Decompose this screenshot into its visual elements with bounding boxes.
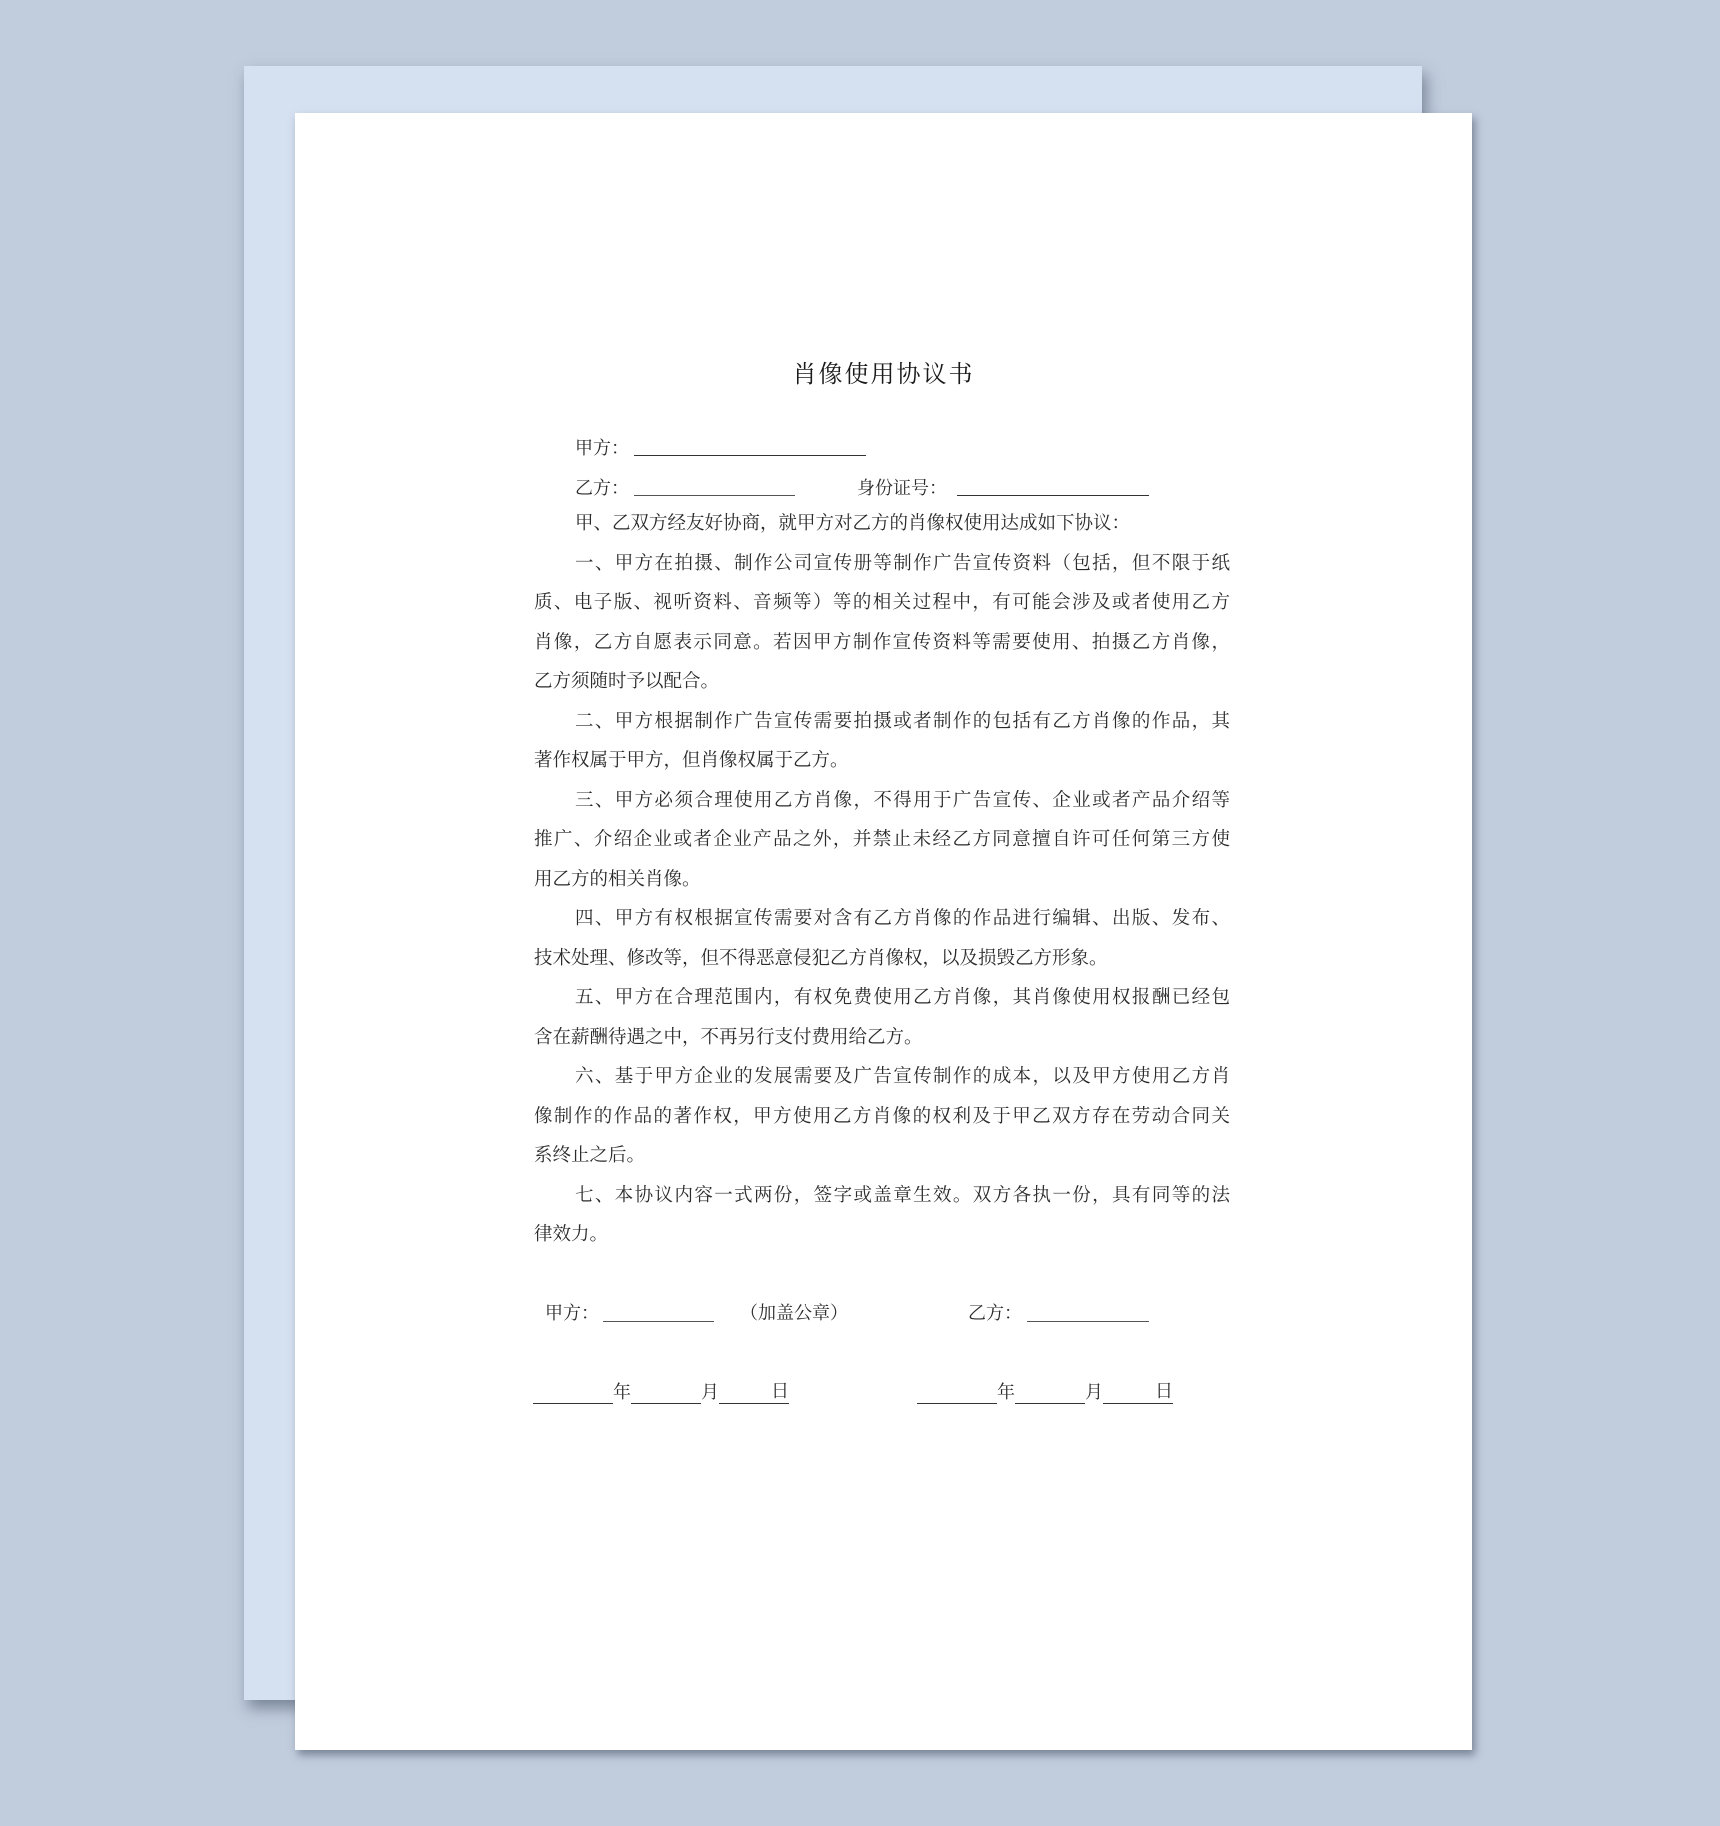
- clause-3: [534, 781, 1230, 900]
- signature-party-a-label: 甲方：: [545, 1303, 599, 1324]
- day-label: 日: [1155, 1377, 1173, 1404]
- party-a-date: [533, 1377, 789, 1404]
- id-number-field[interactable]: [957, 495, 1149, 496]
- clause-6: [534, 1057, 1230, 1176]
- party-b-year-field[interactable]: [917, 1381, 997, 1404]
- clause-5: [534, 978, 1230, 1057]
- clause-line: 著作权属于甲方，但肖像权属于乙方。: [534, 750, 849, 771]
- id-number-label: 身份证号：: [857, 478, 947, 499]
- agreement-body: [534, 504, 1230, 1255]
- seal-note: （加盖公章）: [740, 1303, 848, 1324]
- clause-line: 二、甲方根据制作广告宣传需要拍摄或者制作的包括有乙方肖像的作品，其: [575, 710, 1230, 732]
- party-b-date: [917, 1377, 1173, 1404]
- clause-line: 含在薪酬待遇之中，不再另行支付费用给乙方。: [534, 1026, 923, 1048]
- clause-4: [534, 899, 1230, 978]
- signature-party-a-field[interactable]: [603, 1321, 714, 1322]
- clause-1: [534, 544, 1230, 702]
- clause-line: 七、本协议内容一式两份，签字或盖章生效。双方各执一份，具有同等的法: [575, 1184, 1230, 1206]
- party-a-label: 甲方：: [575, 438, 629, 459]
- signature-party-b-label: 乙方：: [968, 1303, 1022, 1324]
- clause-line: 律效力。: [534, 1224, 609, 1245]
- party-b-day-field[interactable]: [1103, 1381, 1155, 1404]
- clause-line: 一、甲方在拍摄、制作公司宣传册等制作广告宣传资料（包括，但不限于纸: [575, 552, 1230, 574]
- party-a-month-field[interactable]: [631, 1381, 701, 1404]
- party-b-month-field[interactable]: [1015, 1381, 1085, 1404]
- day-label: 日: [771, 1377, 789, 1404]
- document-page: [295, 113, 1472, 1750]
- clause-line: 用乙方的相关肖像。: [534, 868, 701, 890]
- clause-line: 六、基于甲方企业的发展需要及广告宣传制作的成本，以及甲方使用乙方肖: [575, 1066, 1230, 1087]
- clause-line: 三、甲方必须合理使用乙方肖像，不得用于广告宣传、企业或者产品介绍等: [575, 789, 1230, 811]
- signature-party-b-field[interactable]: [1027, 1321, 1149, 1322]
- month-label: 月: [1085, 1382, 1103, 1403]
- clause-line: 系终止之后。: [534, 1145, 646, 1166]
- clause-line: 五、甲方在合理范围内，有权免费使用乙方肖像，其肖像使用权报酬已经包: [575, 987, 1230, 1008]
- party-a-day-field[interactable]: [719, 1381, 771, 1404]
- year-label: 年: [997, 1382, 1015, 1403]
- party-a-name-field[interactable]: [634, 455, 866, 456]
- party-a-year-field[interactable]: [533, 1381, 613, 1404]
- clause-line: 像制作的作品的著作权，甲方使用乙方肖像的权利及于甲乙双方存在劳动合同关: [534, 1105, 1230, 1127]
- clause-line: 乙方须随时予以配合。: [534, 671, 720, 692]
- intro-paragraph: 甲、乙双方经友好协商，就甲方对乙方的肖像权使用达成如下协议：: [575, 513, 1131, 534]
- year-label: 年: [613, 1382, 631, 1403]
- party-b-label: 乙方：: [575, 478, 629, 499]
- clause-2: [534, 702, 1230, 781]
- clause-line: 质、电子版、视听资料、音频等）等的相关过程中，有可能会涉及或者使用乙方: [534, 592, 1230, 613]
- clause-line: 技术处理、修改等，但不得恶意侵犯乙方肖像权，以及损毁乙方形象。: [534, 947, 1108, 969]
- clause-line: 肖像，乙方自愿表示同意。若因甲方制作宣传资料等需要使用、拍摄乙方肖像，: [534, 631, 1230, 653]
- party-b-name-field[interactable]: [634, 495, 795, 496]
- month-label: 月: [701, 1382, 719, 1403]
- clause-7: [534, 1176, 1230, 1255]
- clause-line: 推广、介绍企业或者企业产品之外，并禁止未经乙方同意擅自许可任何第三方使: [534, 829, 1230, 850]
- document-title: 肖像使用协议书: [792, 360, 975, 388]
- clause-line: 四、甲方有权根据宣传需要对含有乙方肖像的作品进行编辑、出版、发布、: [575, 908, 1230, 929]
